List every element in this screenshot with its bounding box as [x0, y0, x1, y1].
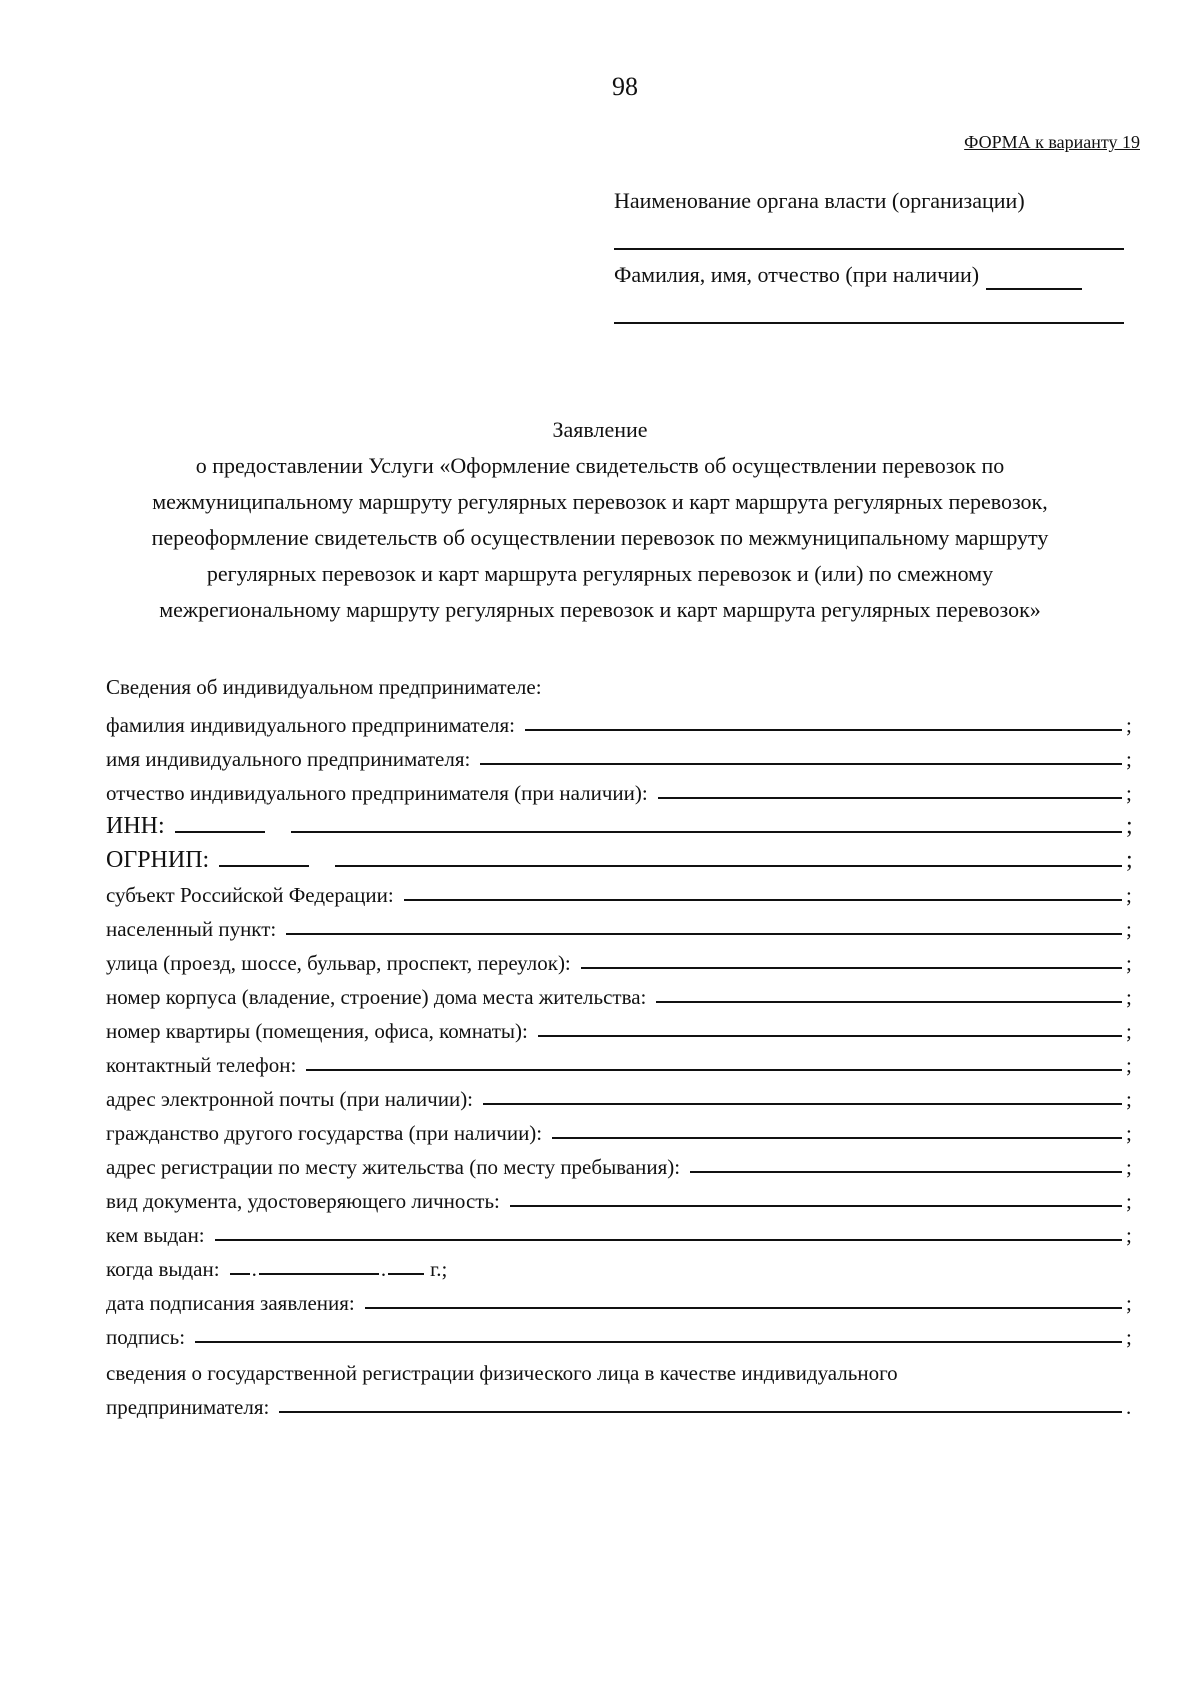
title-line: межмуниципальному маршруту регулярных перевозок и карт маршрута регулярных перевозок, — [152, 489, 1048, 514]
field-street: улица (проезд, шоссе, бульвар, проспект, переулок): ; — [106, 951, 1132, 975]
authority-label: Наименование органа власти (организации) — [614, 188, 1025, 213]
field-apartment: номер квартиры (помещения, офиса, комнаты): ; — [106, 1019, 1132, 1043]
title-line: регулярных перевозок и карт маршрута регулярных перевозок и (или) по смежному — [206, 561, 994, 586]
field-region: субъект Российской Федерации: ; — [106, 883, 1132, 907]
field-inn: ИНН: ; — [106, 813, 1133, 839]
application-heading: Заявление — [552, 417, 648, 442]
fio-row — [614, 262, 1124, 296]
field-registration-address: адрес регистрации по месту жительства (по месту пребывания): ; — [106, 1155, 1132, 1179]
signature-input[interactable] — [195, 1341, 1122, 1343]
issue-month-input[interactable] — [259, 1273, 379, 1275]
field-ogrnip: ОГРНИП: ; — [106, 847, 1133, 873]
registration-address-input[interactable] — [690, 1171, 1122, 1173]
name-input[interactable] — [480, 763, 1122, 765]
field-patronymic: отчество индивидуального предпринимателя (при наличии): ; — [106, 781, 1132, 805]
authority-field[interactable] — [614, 222, 1124, 256]
field-email: адрес электронной почты (при наличии): ; — [106, 1087, 1132, 1111]
field-name: имя индивидуального предпринимателя: ; — [106, 747, 1132, 771]
field-registration-info: сведения о государственной регистрации физического лица в качестве индивидуального — [106, 1361, 898, 1385]
field-signing-date: дата подписания заявления: ; — [106, 1291, 1132, 1315]
patronymic-input[interactable] — [658, 797, 1122, 799]
citizenship-input[interactable] — [552, 1137, 1122, 1139]
field-issue-date: когда выдан: . . г.; — [106, 1257, 448, 1281]
field-id-document: вид документа, удостоверяющего личность: ; — [106, 1189, 1132, 1213]
signing-date-input[interactable] — [365, 1307, 1122, 1309]
fio-field-inline[interactable] — [986, 288, 1082, 290]
title-line: о предоставлении Услуги «Оформление свидетельств об осуществлении перевозок по — [195, 453, 1005, 478]
field-surname: фамилия индивидуального предпринимателя: ; — [106, 713, 1132, 737]
building-input[interactable] — [656, 1001, 1122, 1003]
field-signature: подпись: ; — [106, 1325, 1132, 1349]
inn-input-short[interactable] — [175, 831, 265, 833]
field-settlement: населенный пункт: ; — [106, 917, 1132, 941]
title-line: межрегиональному маршруту регулярных перевозок и карт маршрута регулярных перевозок» — [159, 597, 1041, 622]
region-input[interactable] — [404, 899, 1122, 901]
fio-field[interactable] — [614, 296, 1124, 330]
issue-year-input[interactable] — [388, 1273, 424, 1275]
surname-input[interactable] — [525, 729, 1122, 731]
street-input[interactable] — [581, 967, 1122, 969]
inn-input[interactable] — [291, 831, 1122, 833]
ogrnip-input-short[interactable] — [219, 865, 309, 867]
page-number: 98 — [612, 72, 638, 101]
id-document-input[interactable] — [510, 1205, 1122, 1207]
issue-day-input[interactable] — [230, 1273, 250, 1275]
ogrnip-input[interactable] — [335, 865, 1122, 867]
field-issued-by: кем выдан: ; — [106, 1223, 1132, 1247]
email-input[interactable] — [483, 1103, 1122, 1105]
apartment-input[interactable] — [538, 1035, 1122, 1037]
authority-block — [614, 188, 1124, 330]
form-variant-label: ФОРМА к варианту 19 — [964, 132, 1140, 152]
fio-label: Фамилия, имя, отчество (при наличии) — [614, 262, 980, 287]
field-registration-info-cont: предпринимателя: . — [106, 1395, 1132, 1419]
field-citizenship: гражданство другого государства (при наличии): ; — [106, 1121, 1132, 1145]
field-phone: контактный телефон: ; — [106, 1053, 1132, 1077]
section-title: Сведения об индивидуальном предпринимателе: — [106, 675, 542, 699]
application-title — [100, 412, 1100, 628]
phone-input[interactable] — [306, 1069, 1122, 1071]
field-building: номер корпуса (владение, строение) дома места жительства: ; — [106, 985, 1132, 1009]
settlement-input[interactable] — [286, 933, 1122, 935]
registration-info-input[interactable] — [279, 1411, 1122, 1413]
issued-by-input[interactable] — [215, 1239, 1122, 1241]
title-line: переоформление свидетельств об осуществлении перевозок по межмуниципальному маршруту — [151, 525, 1049, 550]
entrepreneur-form — [106, 670, 1136, 1420]
